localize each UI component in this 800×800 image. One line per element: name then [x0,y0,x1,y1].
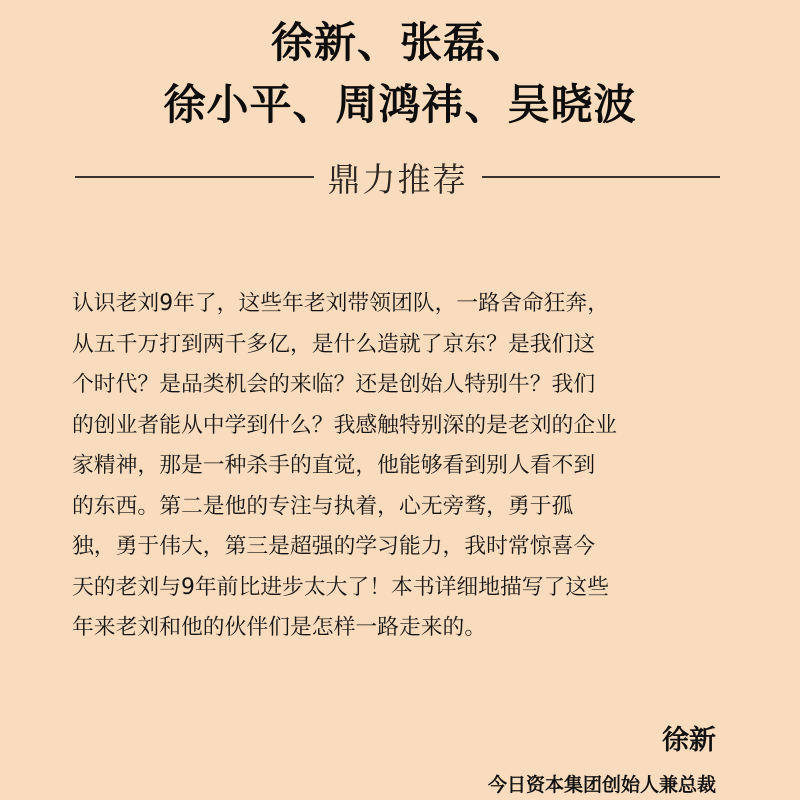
recommend-divider [75,152,720,202]
right-divider-line [482,176,721,178]
quote-line: 的东西。第二是他的专注与执着，心无旁骛，勇于孤 [72,493,574,519]
quote-line: 天的老刘与9年前比进步太大了！本书详细地描写了这些 [72,574,609,600]
quote-line: 家精神，那是一种杀手的直觉，他能够看到别人看不到 [72,453,596,478]
recommend-label: 鼎力推荐 [327,159,468,199]
endorsers-line-1: 徐新、张磊、 [270,18,529,67]
quote-line: 独，勇于伟大，第三是超强的学习能力，我时常惊喜今 [72,534,596,559]
quote-line: 的创业者能从中学到什么？我感触特别深的是老刘的企业 [72,412,617,438]
quote-line: 年来老刘和他的伙伴们是怎样一路走来的。 [72,615,487,640]
endorsers-line-2: 徐小平、周鸿祎、吴晓波 [163,80,637,129]
endorsers-heading [0,12,800,136]
left-divider-line [75,176,314,178]
signature-name: 徐新 [662,725,716,756]
signature-title: 今日资本集团创始人兼总裁 [487,774,716,796]
endorsement-quote [72,284,732,649]
quote-line: 个时代？是品类机会的来临？还是创始人特别牛？我们 [72,372,596,397]
quote-line: 从五千万打到两千多亿，是什么造就了京东？是我们这 [72,331,596,357]
quote-line: 认识老刘9年了，这些年老刘带领团队，一路舍命狂奔， [72,291,609,316]
